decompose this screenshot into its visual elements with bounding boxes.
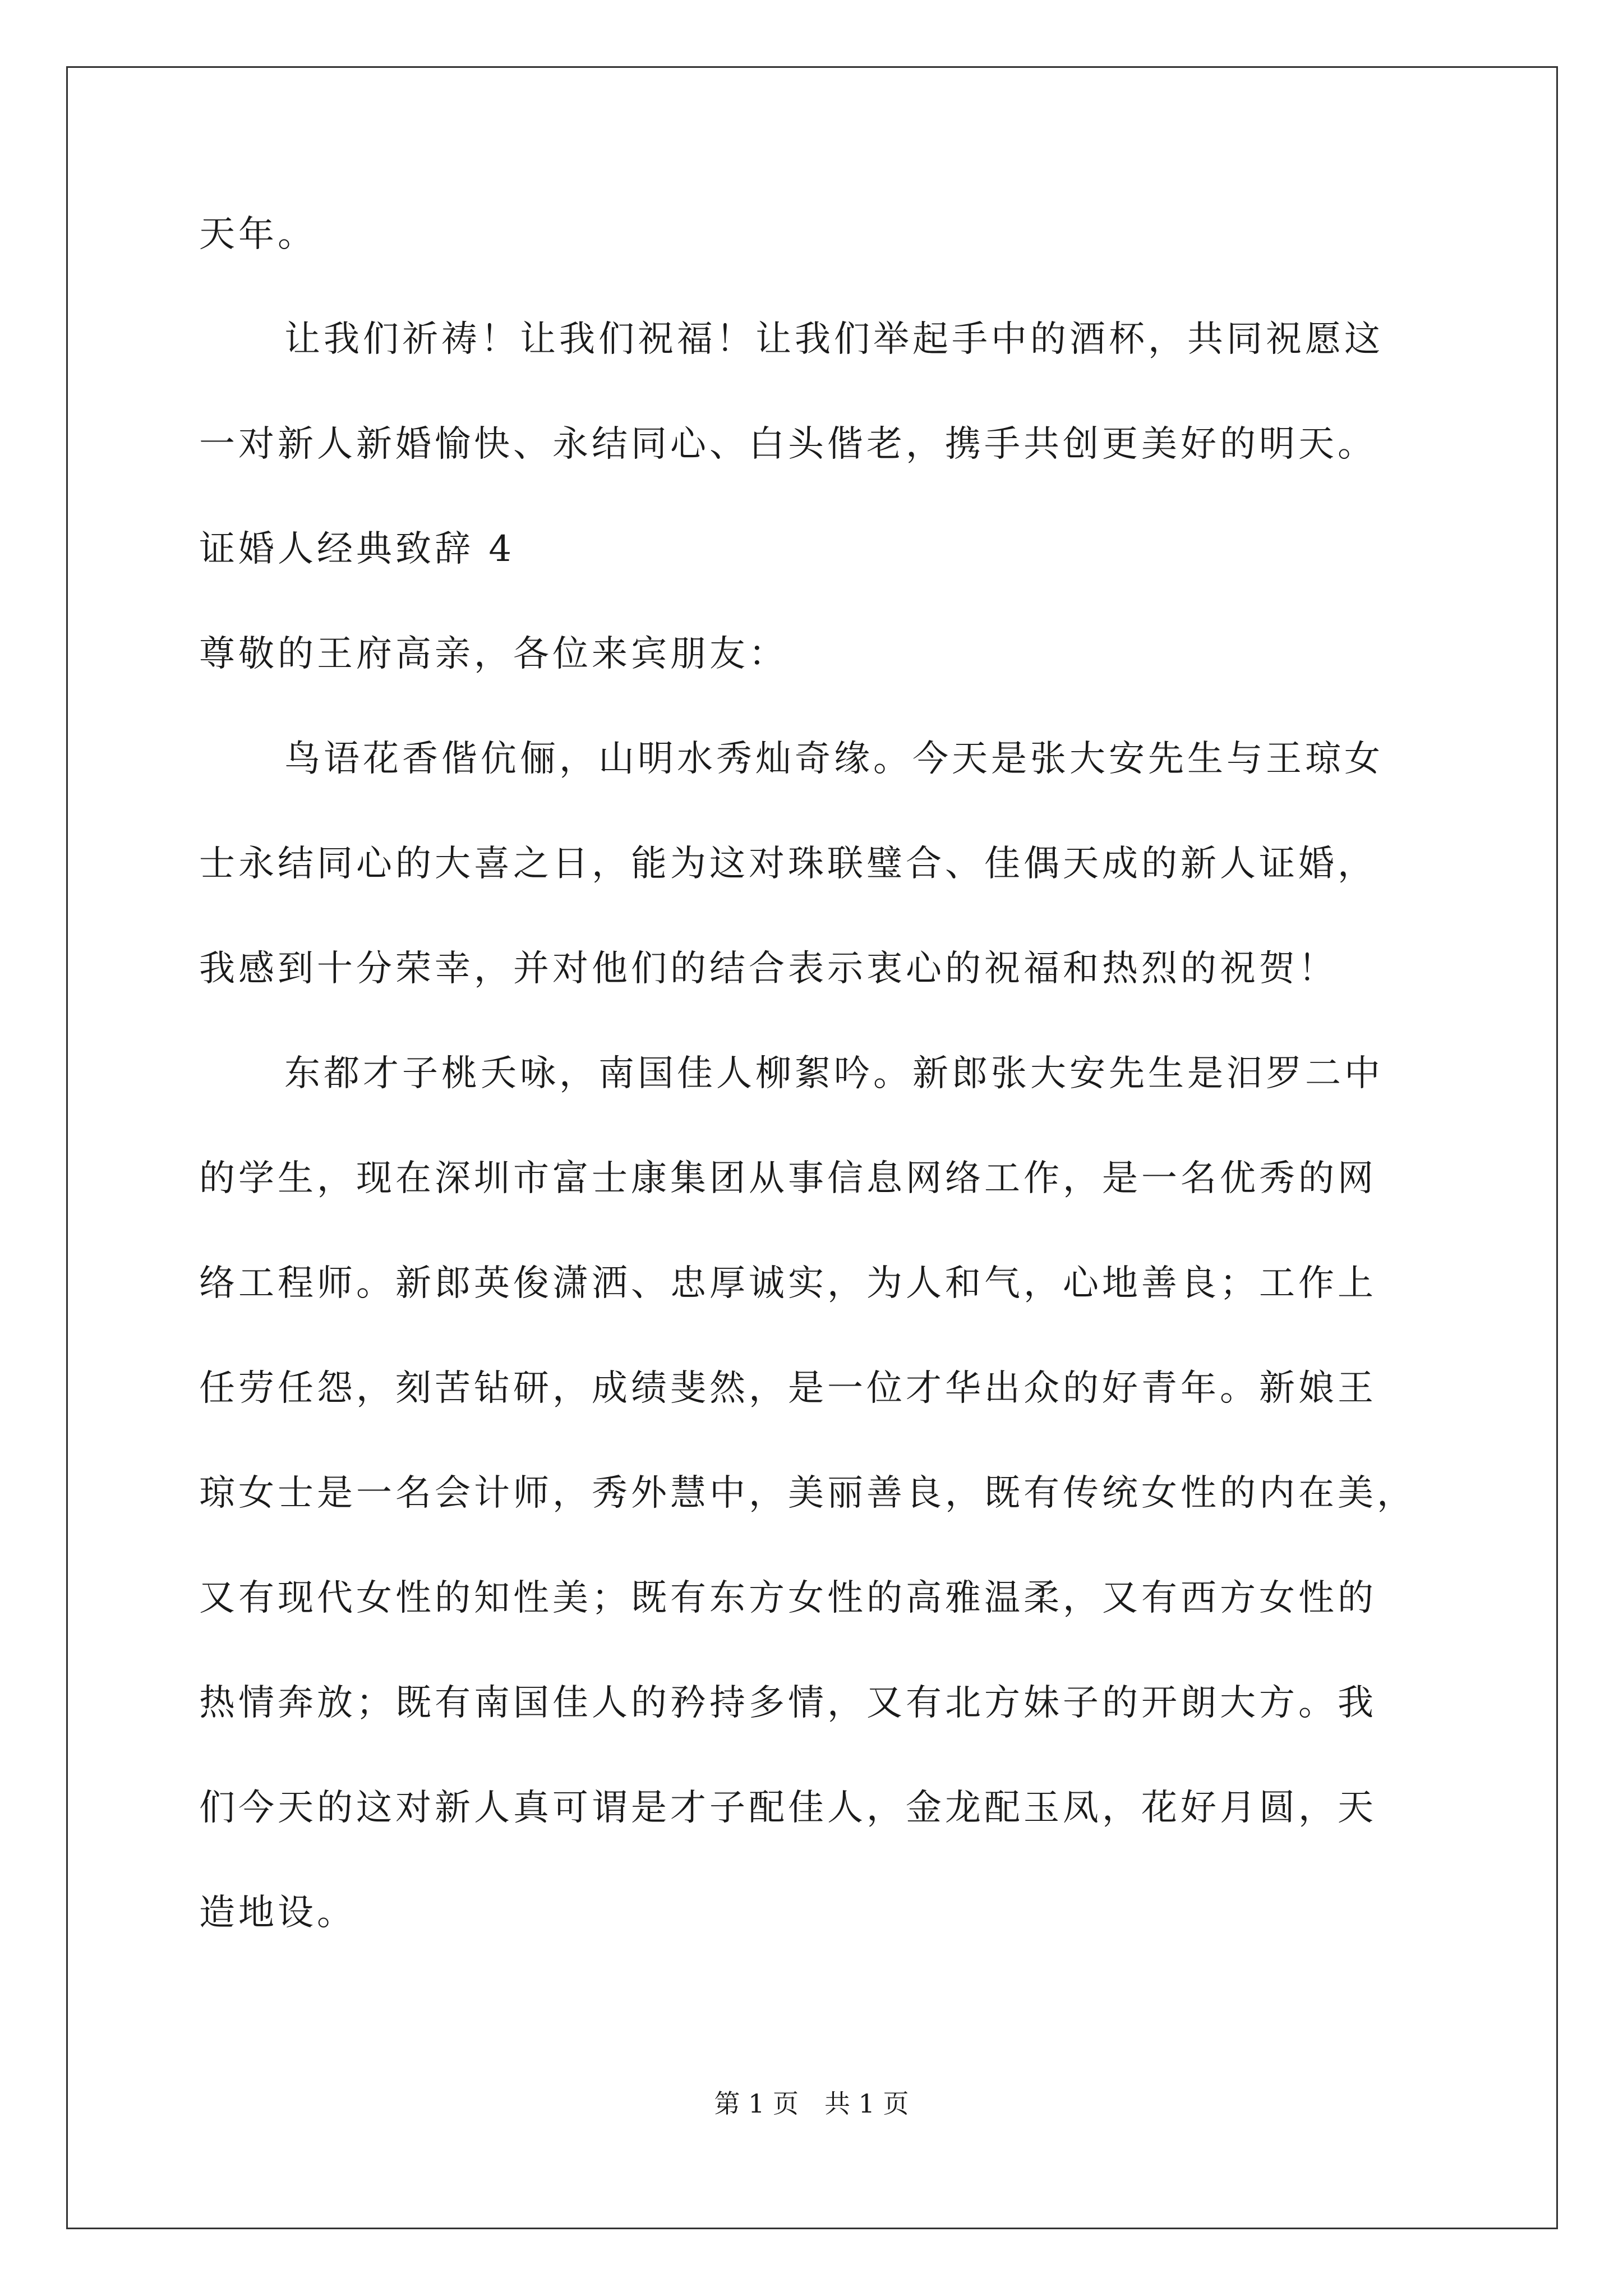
text-line: 的学生，现在深圳市富士康集团从事信息网络工作，是一名优秀的网 [199, 1158, 1377, 1199]
text-line: 一对新人新婚愉快、永结同心、白头偕老，携手共创更美好的明天。 [199, 424, 1377, 465]
text-line: 们今天的这对新人真可谓是才子配佳人，金龙配玉凤，花好月圆，天 [199, 1787, 1377, 1829]
text-line: 任劳任怨，刻苦钻研，成绩斐然，是一位才华出众的好青年。新娘王 [199, 1368, 1377, 1409]
page-footer: 第 1 页 共 1 页 [714, 2088, 909, 2119]
text-line: 琼女士是一名会计师，秀外慧中，美丽善良，既有传统女性的内在美， [199, 1473, 1416, 1514]
text-line: 热情奔放；既有南国佳人的矜持多情，又有北方妹子的开朗大方。我 [199, 1682, 1377, 1724]
text-line: 我感到十分荣幸，并对他们的结合表示衷心的祝福和热烈的祝贺！ [199, 948, 1338, 990]
paragraph-line: 让我们祈祷！让我们祝福！让我们举起手中的酒杯，共同祝愿这 [284, 319, 1384, 360]
section-heading: 证婚人经典致辞 4 [199, 528, 515, 570]
salutation: 尊敬的王府高亲，各位来宾朋友： [199, 633, 788, 675]
paragraph-line: 东都才子桃夭咏，南国佳人柳絮吟。新郎张大安先生是汨罗二中 [284, 1053, 1384, 1094]
text-line: 士永结同心的大喜之日，能为这对珠联璧合、佳偶天成的新人证婚， [199, 843, 1377, 885]
text-line: 天年。 [199, 214, 317, 255]
document-body [199, 208, 1461, 1940]
paragraph-line: 鸟语花香偕伉俪，山明水秀灿奇缘。今天是张大安先生与王琼女 [284, 738, 1384, 780]
text-line: 造地设。 [199, 1892, 356, 1934]
text-line: 络工程师。新郎英俊潇洒、忠厚诚实，为人和气，心地善良；工作上 [199, 1263, 1377, 1304]
text-line: 又有现代女性的知性美；既有东方女性的高雅温柔，又有西方女性的 [199, 1577, 1377, 1619]
